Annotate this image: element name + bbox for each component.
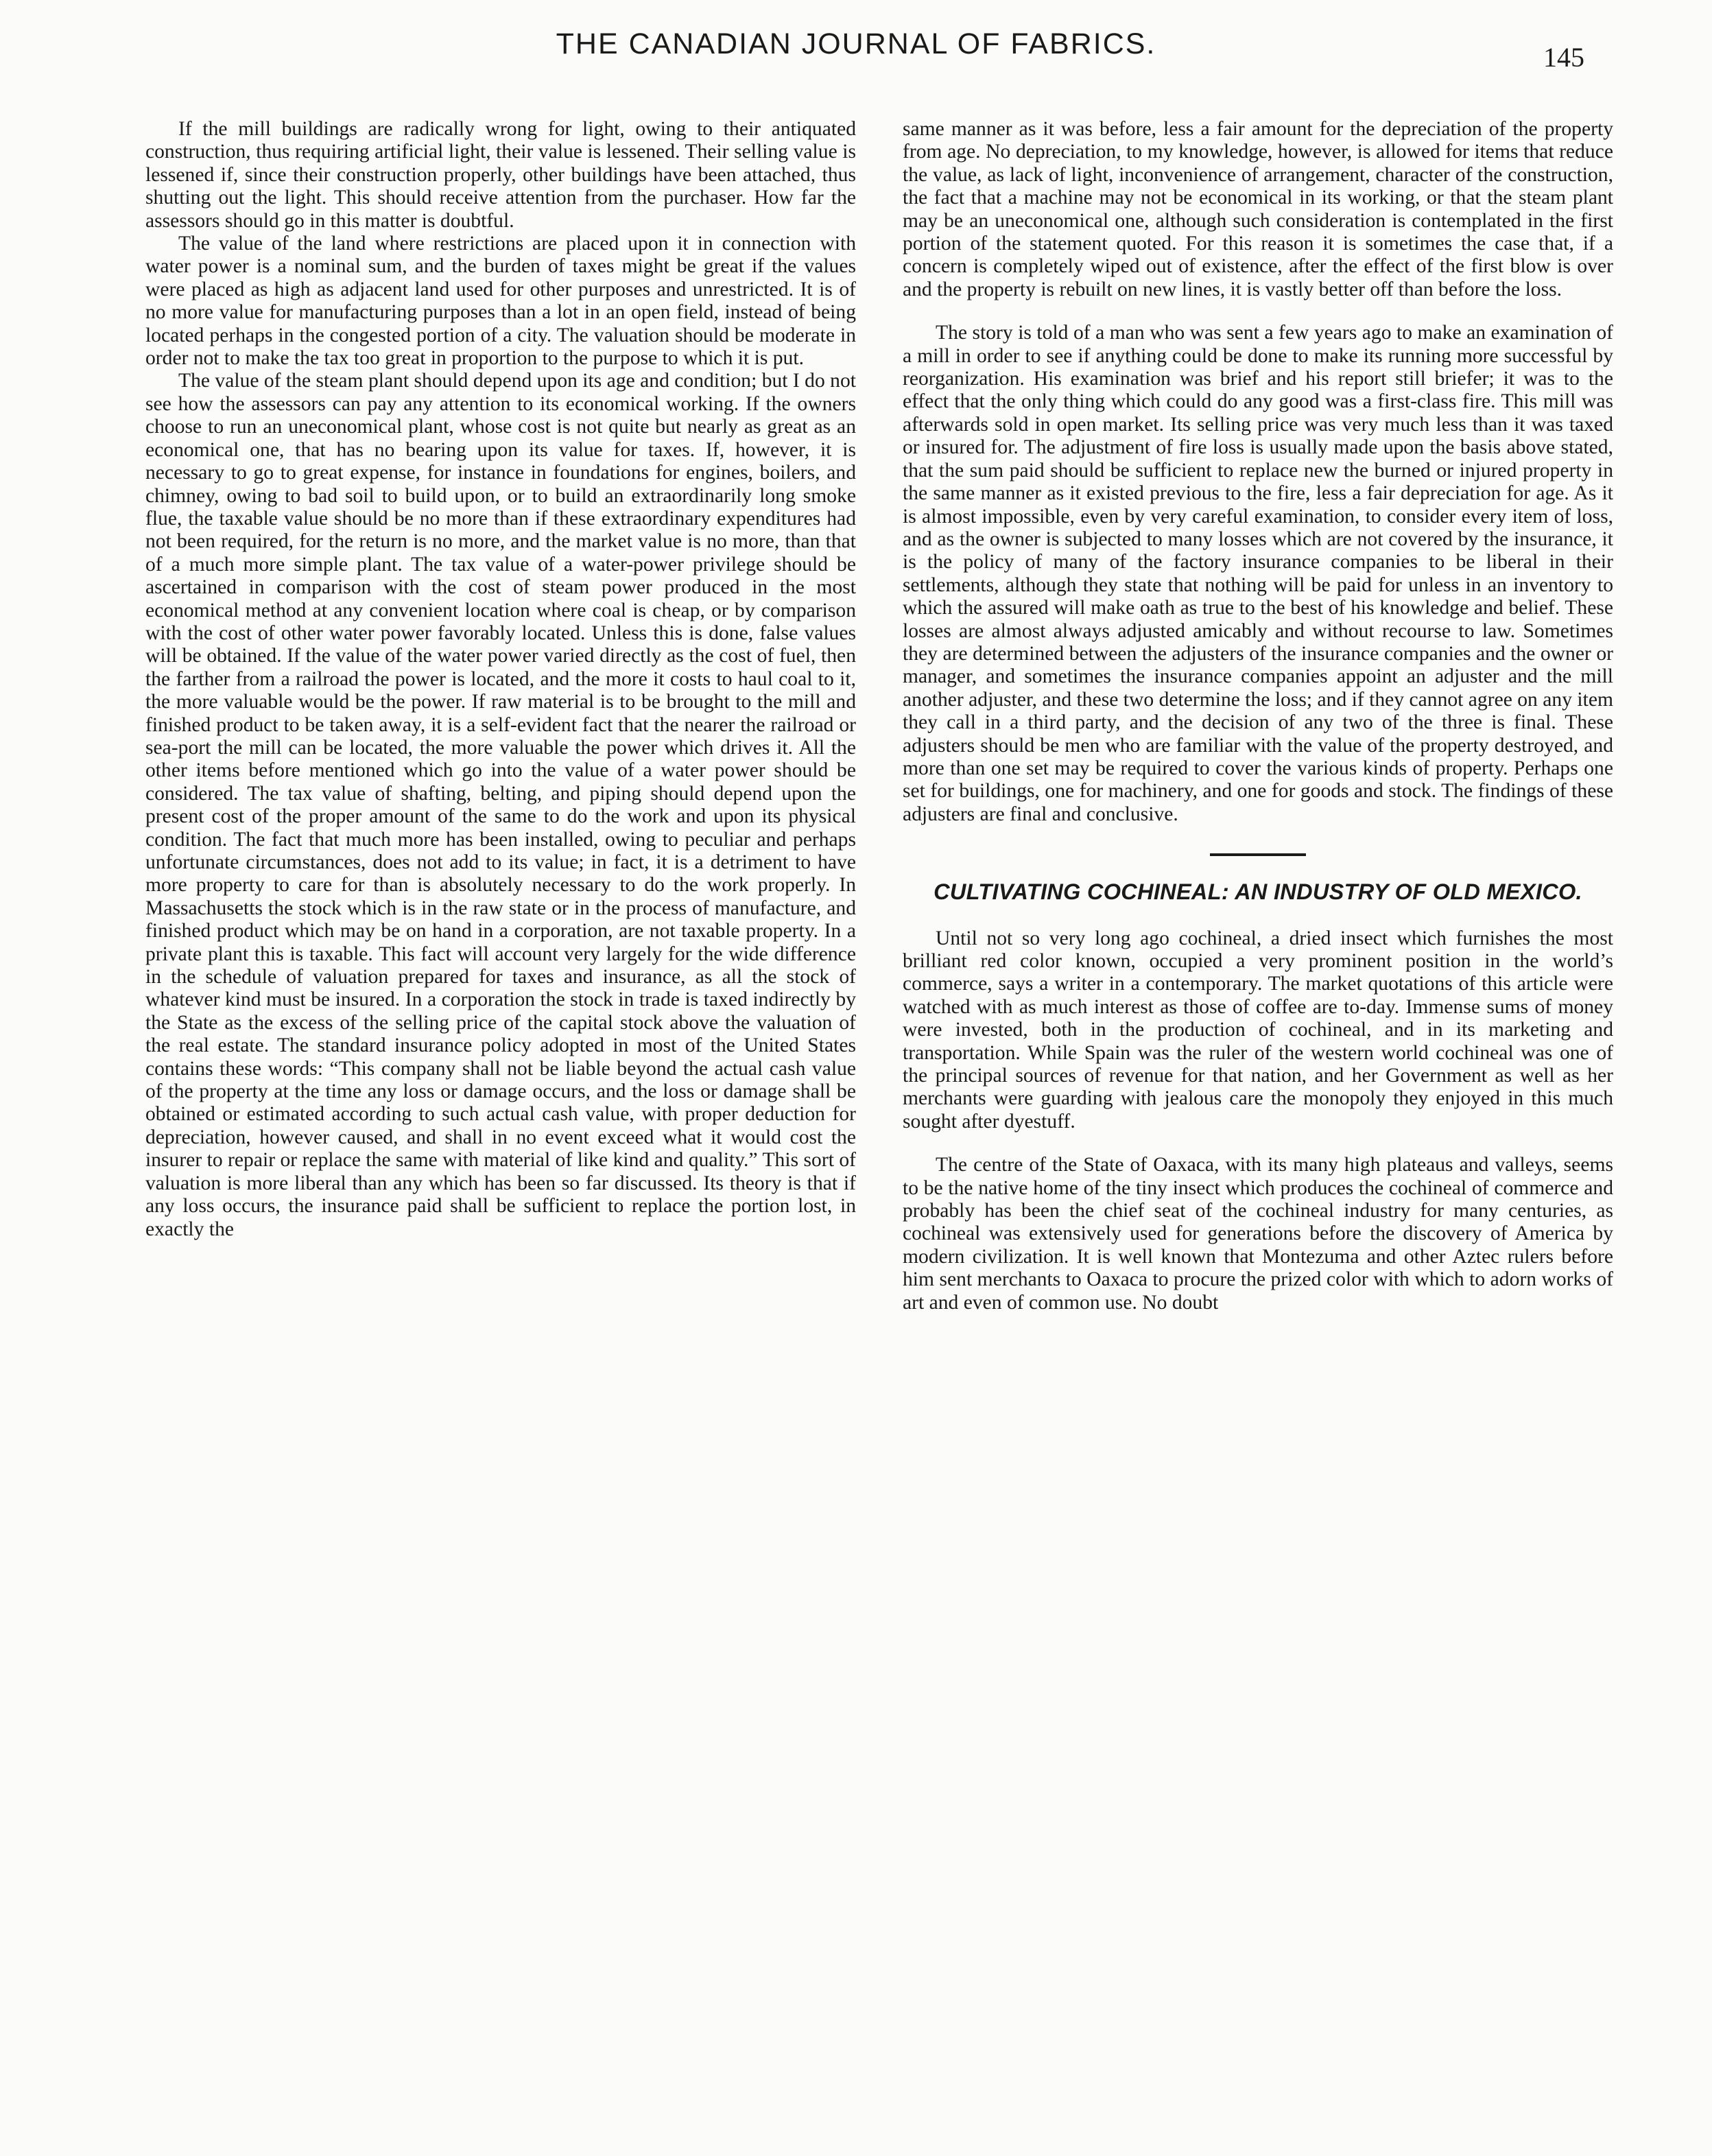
- paragraph-oaxaca: The centre of the State of Oaxaca, with its many high plateaus and valleys, seems to be the native home of the tiny insect which produces the cochineal of commerce and probably has been the chief seat of the cochineal industry for many centuries, as cochineal was extensively used for generations before the discovery of America by modern civilization. It is well known that Montezuma and other Aztec rulers before him sent merchants to Oaxaca to procure the prized color with which to adorn works of art and even of common use. No doubt: [903, 1154, 1613, 1314]
- paragraph-first-class-fire-story: The story is told of a man who was sent a few years ago to make an examination of a mill in order to see if anything could be done to make its running more successful by reorganization. His examination was brief and his report still briefer; it was to the effect that the only thing which could do any good was a first-class fire. This mill was afterwards sold in open market. Its selling price was very much less than it was taxed or insured for. The adjustment of fire loss is usually made upon the basis above stated, that the sum paid should be sufficient to replace new the burned or injured property in the same manner as it existed previous to the fire, less a fair depreciation for age. As it is almost impossible, even by very careful examination, to consider every item of loss, and as the owner is subjected to many losses which are not covered by the insurance, it is the policy of many of the factory insurance companies to be liberal in their settlements, although they state that nothing will be paid for unless in an inventory to which the assured will make oath as true to the best of his knowledge and belief. These losses are almost always adjusted amicably and without recourse to law. Sometimes they are determined between the adjusters of the insurance companies and the owner or manager, and sometimes the insurance companies appoint an adjuster and the mill another adjuster, and these two determine the loss; and if they cannot agree on any item they call in a third party, and the decision of any two of the three is final. These adjusters should be men who are familiar with the value of the property destroyed, and more than one set may be required to cover the various kinds of property. Perhaps one set for buildings, one for machinery, and one for goods and stock. The findings of these adjusters are final and conclusive.: [903, 322, 1613, 825]
- article-heading-cochineal: CULTIVATING COCHINEAL: AN INDUSTRY OF OLD MEXICO.: [934, 879, 1582, 905]
- paragraph-depreciation-continuation: same manner as it was before, less a fair amount for the depreciation of the property from age. No depreciation, to my knowledge, however, is allowed for items that reduce the value, as lack of light, inconvenience of arrangement, character of the construction, the fact that a machine may not be economical in its working, or that the steam plant may be an uneconomical one, although such consideration is contemplated in the first portion of the statement quoted. For this reason it is sometimes the case that, if a concern is completely wiped out of existence, after the effect of the first blow is over and the property is rebuilt on new lines, it is vastly better off than before the loss.: [903, 118, 1613, 300]
- right-column: [903, 118, 1613, 1314]
- paragraph-cochineal-intro: Until not so very long ago cochineal, a dried insect which furnishes the most brilliant red color known, occupied a very prominent position in the world’s commerce, says a writer in a contemporary. The market quotations of this article were watched with as much interest as those of coffee are to-day. Immense sums of money were invested, both in the production of cochineal, and in its marketing and transportation. While Spain was the ruler of the western world cochineal was one of the principal sources of revenue for that nation, and her Government as well as her merchants were guarding with jealous care the monopoly they enjoyed in this much sought after dyestuff.: [903, 927, 1613, 1133]
- section-divider: [1210, 853, 1306, 856]
- paragraph-land-value-water-power: The value of the land where restrictions are placed upon it in connection with water power is a nominal sum, and the burden of taxes might be great if the values were placed as high as adjacent land used for other purposes and unrestricted. It is of no more value for manufacturing purposes than a lot in an open field, instead of being located perhaps in the congested portion of a city. The valuation should be moderate in order not to make the tax too great in proportion to the purpose to which it is put.: [145, 233, 856, 370]
- journal-title: THE CANADIAN JOURNAL OF FABRICS.: [556, 27, 1156, 60]
- left-column: [145, 118, 856, 1241]
- paragraph-steam-plant-value: The value of the steam plant should depend upon its age and condition; but I do not see how the assessors can pay any attention to its economical working. If the owners choose to run an uneconomical plant, whose cost is not quite but nearly as great as an economical one, that has no bearing upon its value for taxes. If, however, it is necessary to go to great expense, for instance in foundations for engines, boilers, and chimney, owing to bad soil to build upon, or to build an extraordinarily long smoke flue, the taxable value should be no more than if these extraordinary expenditures had not been required, for the return is no more, and the market value is no more, than that of a much more simple plant. The tax value of a water-power privilege should be ascertained in comparison with the cost of steam power produced in the most economical method at any convenient location where coal is cheap, or by comparison with the cost of other water power favorably located. Unless this is done, false values will be obtained. If the value of the water power varied directly as the cost of fuel, then the farther from a railroad the power is located, and the more it costs to haul coal to it, the more valuable would be the power. If raw material is to be brought to the mill and finished product to be taken away, it is a self-evident fact that the nearer the railroad or sea-port the mill can be located, the more valuable the power which drives it. All the other items before mentioned which go into the value of a water power should be considered. The tax value of shafting, belting, and piping should depend upon the present cost of the proper amount of the same to do the work and upon its physical condition. The fact that much more has been installed, owing to peculiar and perhaps unfortunate circumstances, does not add to its value; in fact, it is a detriment to have more property to care for than is absolutely necessary to do the work properly. In Massachusetts the stock which is in the raw state or in the process of manufacture, and finished product which may be on hand in a corporation, are not taxable property. In a private plant this is taxable. This fact will account very largely for the wide difference in the schedule of valuation prepared for taxes and insurance, as all the stock of whatever kind must be insured. In a corporation the stock in trade is taxed indirectly by the State as the excess of the selling price of the capital stock above the valuation of the real estate. The standard insurance policy adopted in most of the United States contains these words: “This company shall not be liable beyond the actual cash value of the property at the time any loss or damage occurs, and the loss or damage shall be obtained or estimated according to such actual cash value, with proper deduction for depreciation, however caused, and shall in no event exceed what it would cost the insurer to repair or replace the same with material of like kind and quality.” This sort of valuation is more liberal than any which has been so far discussed. Its theory is that if any loss occurs, the insurance paid shall be sufficient to replace the portion lost, in exactly the: [145, 370, 856, 1240]
- page-number: 145: [1543, 42, 1584, 73]
- paragraph-mill-buildings-light: If the mill buildings are radically wrong for light, owing to their antiquated construction, thus requiring artificial light, their value is lessened. Their selling value is lessened if, since their construction properly, other buildings have been attached, thus shutting out the light. This should receive attention from the purchaser. How far the assessors should go in this matter is doubtful.: [145, 118, 856, 232]
